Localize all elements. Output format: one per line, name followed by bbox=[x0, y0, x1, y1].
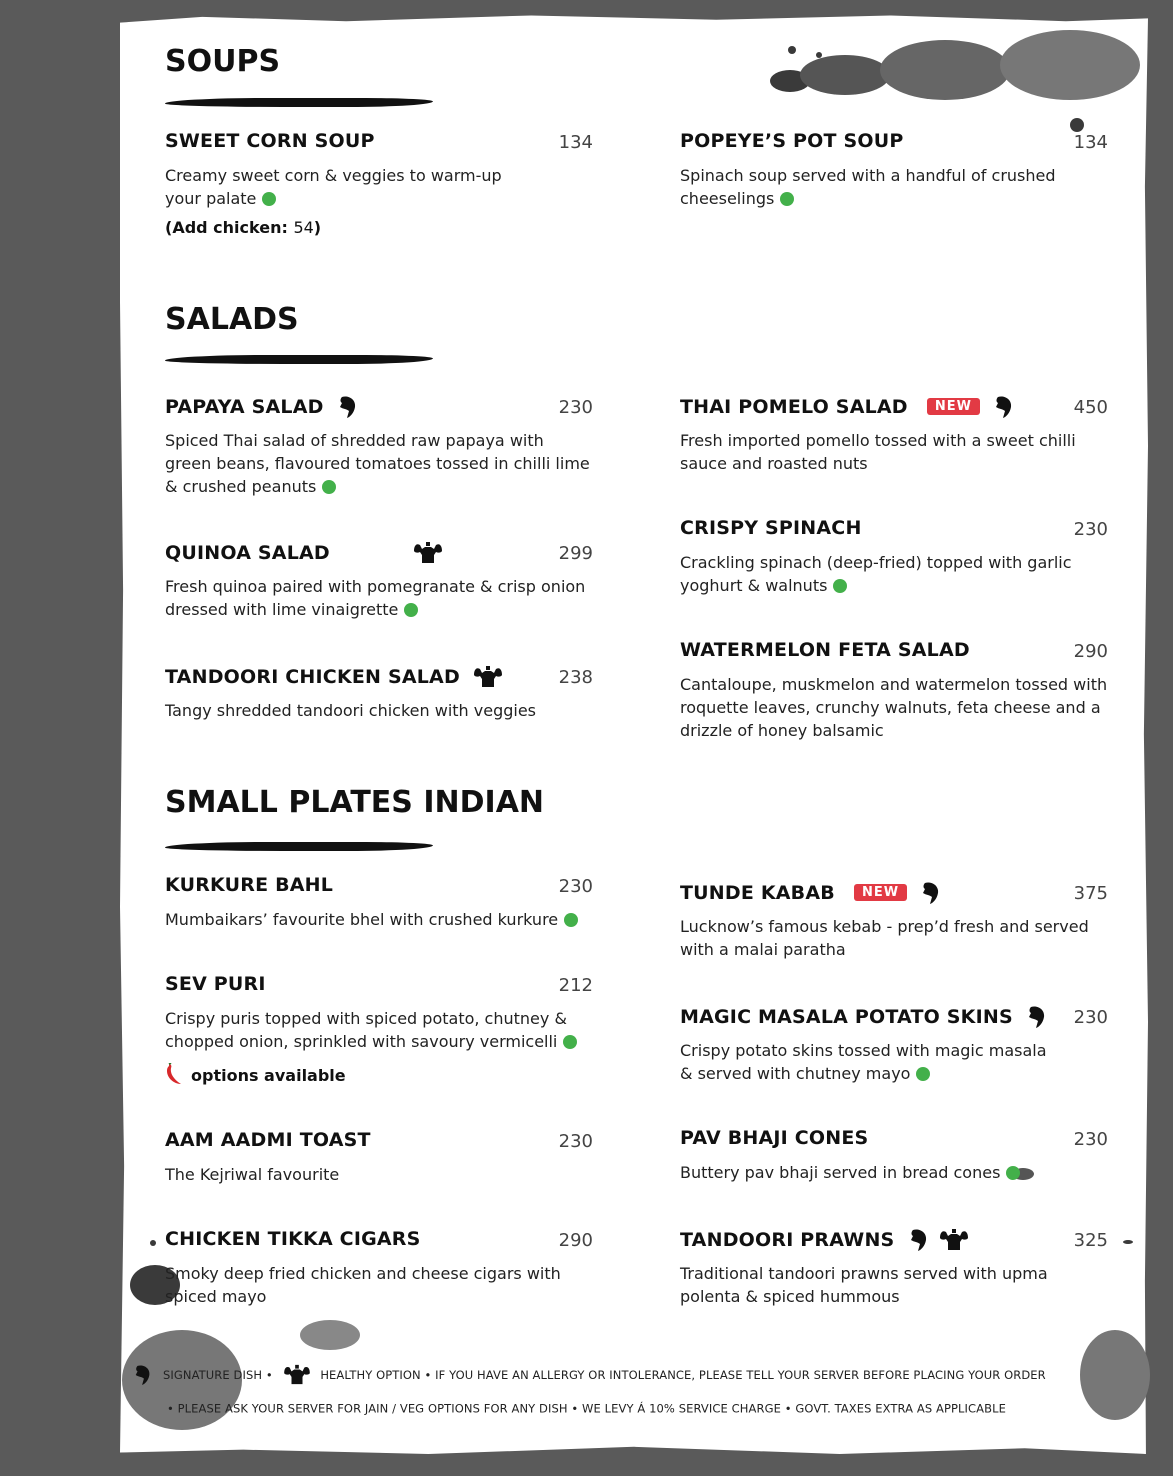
legend-signature-text: SIGNATURE DISH bbox=[162, 1368, 263, 1382]
section-title-soups: SOUPS bbox=[165, 44, 281, 79]
menu-item bbox=[165, 973, 593, 1085]
veg-dot-icon bbox=[563, 1035, 577, 1049]
jain-notice: PLEASE ASK YOUR SERVER FOR JAIN / VEG OPTIONS FOR ANY DISH bbox=[177, 1401, 568, 1416]
signature-dish-icon bbox=[337, 395, 359, 419]
item-name: CHICKEN TIKKA CIGARS bbox=[165, 1228, 421, 1250]
signature-dish-icon bbox=[908, 1228, 930, 1252]
item-price: 290 bbox=[558, 1230, 593, 1251]
item-description: Buttery pav bhaji served in bread cones bbox=[680, 1163, 1001, 1182]
item-name: KURKURE BAHL bbox=[165, 874, 334, 896]
item-name: POPEYE’S POT SOUP bbox=[680, 130, 904, 152]
item-description: Cantaloupe, muskmelon and watermelon tossed with roquette leaves, crunchy walnuts, feta cheese and a drizzle of honey balsamic bbox=[680, 675, 1108, 740]
signature-dish-icon bbox=[920, 881, 942, 905]
veg-dot-icon bbox=[833, 579, 847, 593]
menu-item bbox=[680, 881, 1108, 961]
veg-dot-icon bbox=[780, 192, 794, 206]
veg-dot-icon bbox=[1006, 1166, 1020, 1180]
item-price: 450 bbox=[1073, 397, 1108, 418]
item-price: 134 bbox=[558, 132, 593, 153]
item-price: 230 bbox=[558, 876, 593, 897]
item-name: WATERMELON FETA SALAD bbox=[680, 639, 970, 661]
veg-dot-icon bbox=[322, 480, 336, 494]
item-description: Spiced Thai salad of shredded raw papaya with green beans, flavoured tomatoes tossed in chilli lime & crushed peanuts bbox=[165, 431, 590, 496]
menu-item bbox=[680, 130, 1108, 210]
item-description: Crispy potato skins tossed with magic masala & served with chutney mayo bbox=[680, 1041, 1047, 1083]
service-charge-notice: WE LEVY Á 10% SERVICE CHARGE bbox=[582, 1401, 781, 1416]
item-name: MAGIC MASALA POTATO SKINS bbox=[680, 1006, 1013, 1028]
item-name: TANDOORI CHICKEN SALAD bbox=[165, 666, 460, 688]
item-name: TANDOORI PRAWNS bbox=[680, 1229, 895, 1251]
menu-item bbox=[680, 1005, 1108, 1085]
menu-item bbox=[165, 665, 593, 722]
chilli-icon bbox=[165, 1063, 183, 1085]
item-price: 238 bbox=[558, 667, 593, 688]
item-price: 375 bbox=[1073, 883, 1108, 904]
item-description: Lucknow’s famous kebab - prep’d fresh and served with a malai paratha bbox=[680, 917, 1089, 959]
section-underline bbox=[165, 355, 433, 364]
menu-item bbox=[680, 1127, 1108, 1184]
signature-dish-icon bbox=[133, 1364, 153, 1386]
options-note: options available bbox=[165, 1063, 593, 1085]
signature-dish-icon bbox=[993, 395, 1015, 419]
item-description: Crispy puris topped with spiced potato, chutney & chopped onion, sprinkled with savoury vermicelli bbox=[165, 1009, 567, 1051]
veg-dot-icon bbox=[564, 913, 578, 927]
menu-item bbox=[165, 395, 593, 498]
item-name: PAV BHAJI CONES bbox=[680, 1127, 869, 1149]
item-description: Traditional tandoori prawns served with upma polenta & spiced hummous bbox=[680, 1264, 1048, 1306]
veg-dot-icon bbox=[262, 192, 276, 206]
section-title-small-plates: SMALL PLATES INDIAN bbox=[165, 785, 545, 820]
signature-dish-icon bbox=[1026, 1005, 1048, 1029]
menu-item bbox=[680, 639, 1108, 742]
item-name: SWEET CORN SOUP bbox=[165, 130, 375, 152]
item-name: TUNDE KABAB bbox=[680, 882, 835, 904]
item-price: 134 bbox=[1073, 132, 1108, 153]
item-price: 230 bbox=[558, 397, 593, 418]
footer-legend: SIGNATURE DISH • HEALTHY OPTION • IF YOU HAVE AN ALLERGY OR INTOLERANCE, PLEASE TELL YOUR SERVER BEFORE PLACING YOUR ORDER bbox=[0, 1364, 1173, 1386]
menu-item bbox=[165, 130, 593, 237]
veg-dot-icon bbox=[916, 1067, 930, 1081]
item-description: Fresh imported pomello tossed with a sweet chilli sauce and roasted nuts bbox=[680, 431, 1076, 473]
item-description: Creamy sweet corn & veggies to warm-up your palate bbox=[165, 166, 502, 208]
new-badge: NEW bbox=[854, 884, 907, 901]
item-description: The Kejriwal favourite bbox=[165, 1165, 340, 1184]
menu-item bbox=[165, 1228, 593, 1308]
item-description: Smoky deep fried chicken and cheese cigars with spiced mayo bbox=[165, 1264, 561, 1306]
item-price: 230 bbox=[558, 1131, 593, 1152]
section-title-salads: SALADS bbox=[165, 302, 299, 337]
item-price: 299 bbox=[558, 543, 593, 564]
section-underline bbox=[165, 98, 433, 107]
healthy-option-icon bbox=[413, 541, 443, 565]
add-chicken-note: (Add chicken: 54) bbox=[165, 218, 322, 237]
item-description: Crackling spinach (deep-fried) topped with garlic yoghurt & walnuts bbox=[680, 553, 1072, 595]
item-name: PAPAYA SALAD bbox=[165, 396, 324, 418]
item-price: 212 bbox=[558, 975, 593, 996]
item-price: 230 bbox=[1073, 1007, 1108, 1028]
item-price: 230 bbox=[1073, 519, 1108, 540]
item-name: SEV PURI bbox=[165, 973, 266, 995]
menu-item bbox=[165, 874, 593, 931]
menu-item bbox=[680, 395, 1108, 475]
item-price: 325 bbox=[1073, 1230, 1108, 1251]
allergy-notice: IF YOU HAVE AN ALLERGY OR INTOLERANCE, PLEASE TELL YOUR SERVER BEFORE PLACING YOUR ORDER bbox=[435, 1368, 1046, 1382]
taxes-notice: GOVT. TAXES EXTRA AS APPLICABLE bbox=[795, 1401, 1007, 1416]
item-description: Fresh quinoa paired with pomegranate & crisp onion dressed with lime vinaigrette bbox=[165, 577, 586, 619]
item-name: THAI POMELO SALAD bbox=[680, 396, 908, 418]
item-name: CRISPY SPINACH bbox=[680, 517, 862, 539]
menu-item bbox=[680, 1228, 1108, 1308]
item-price: 290 bbox=[1073, 641, 1108, 662]
menu-item bbox=[680, 517, 1108, 597]
item-name: QUINOA SALAD bbox=[165, 542, 330, 564]
item-description: Mumbaikars’ favourite bhel with crushed kurkure bbox=[165, 910, 559, 929]
menu-item bbox=[165, 1129, 593, 1186]
healthy-option-icon bbox=[473, 665, 503, 689]
menu-item bbox=[165, 541, 593, 621]
section-underline bbox=[165, 842, 433, 851]
item-description: Spinach soup served with a handful of crushed cheeselings bbox=[680, 166, 1056, 208]
item-name: AAM AADMI TOAST bbox=[165, 1129, 371, 1151]
healthy-option-icon bbox=[283, 1364, 311, 1386]
healthy-option-icon bbox=[939, 1228, 969, 1252]
new-badge: NEW bbox=[927, 398, 980, 415]
footer-notes: • PLEASE ASK YOUR SERVER FOR JAIN / VEG OPTIONS FOR ANY DISH • WE LEVY Á 10% SERVICE CHARGE • GOVT. TAXES EXTRA AS APPLICABLE bbox=[166, 1401, 1007, 1416]
veg-dot-icon bbox=[404, 603, 418, 617]
item-price: 230 bbox=[1073, 1129, 1108, 1150]
legend-healthy-text: HEALTHY OPTION bbox=[320, 1368, 421, 1382]
item-description: Tangy shredded tandoori chicken with veggies bbox=[165, 701, 537, 720]
